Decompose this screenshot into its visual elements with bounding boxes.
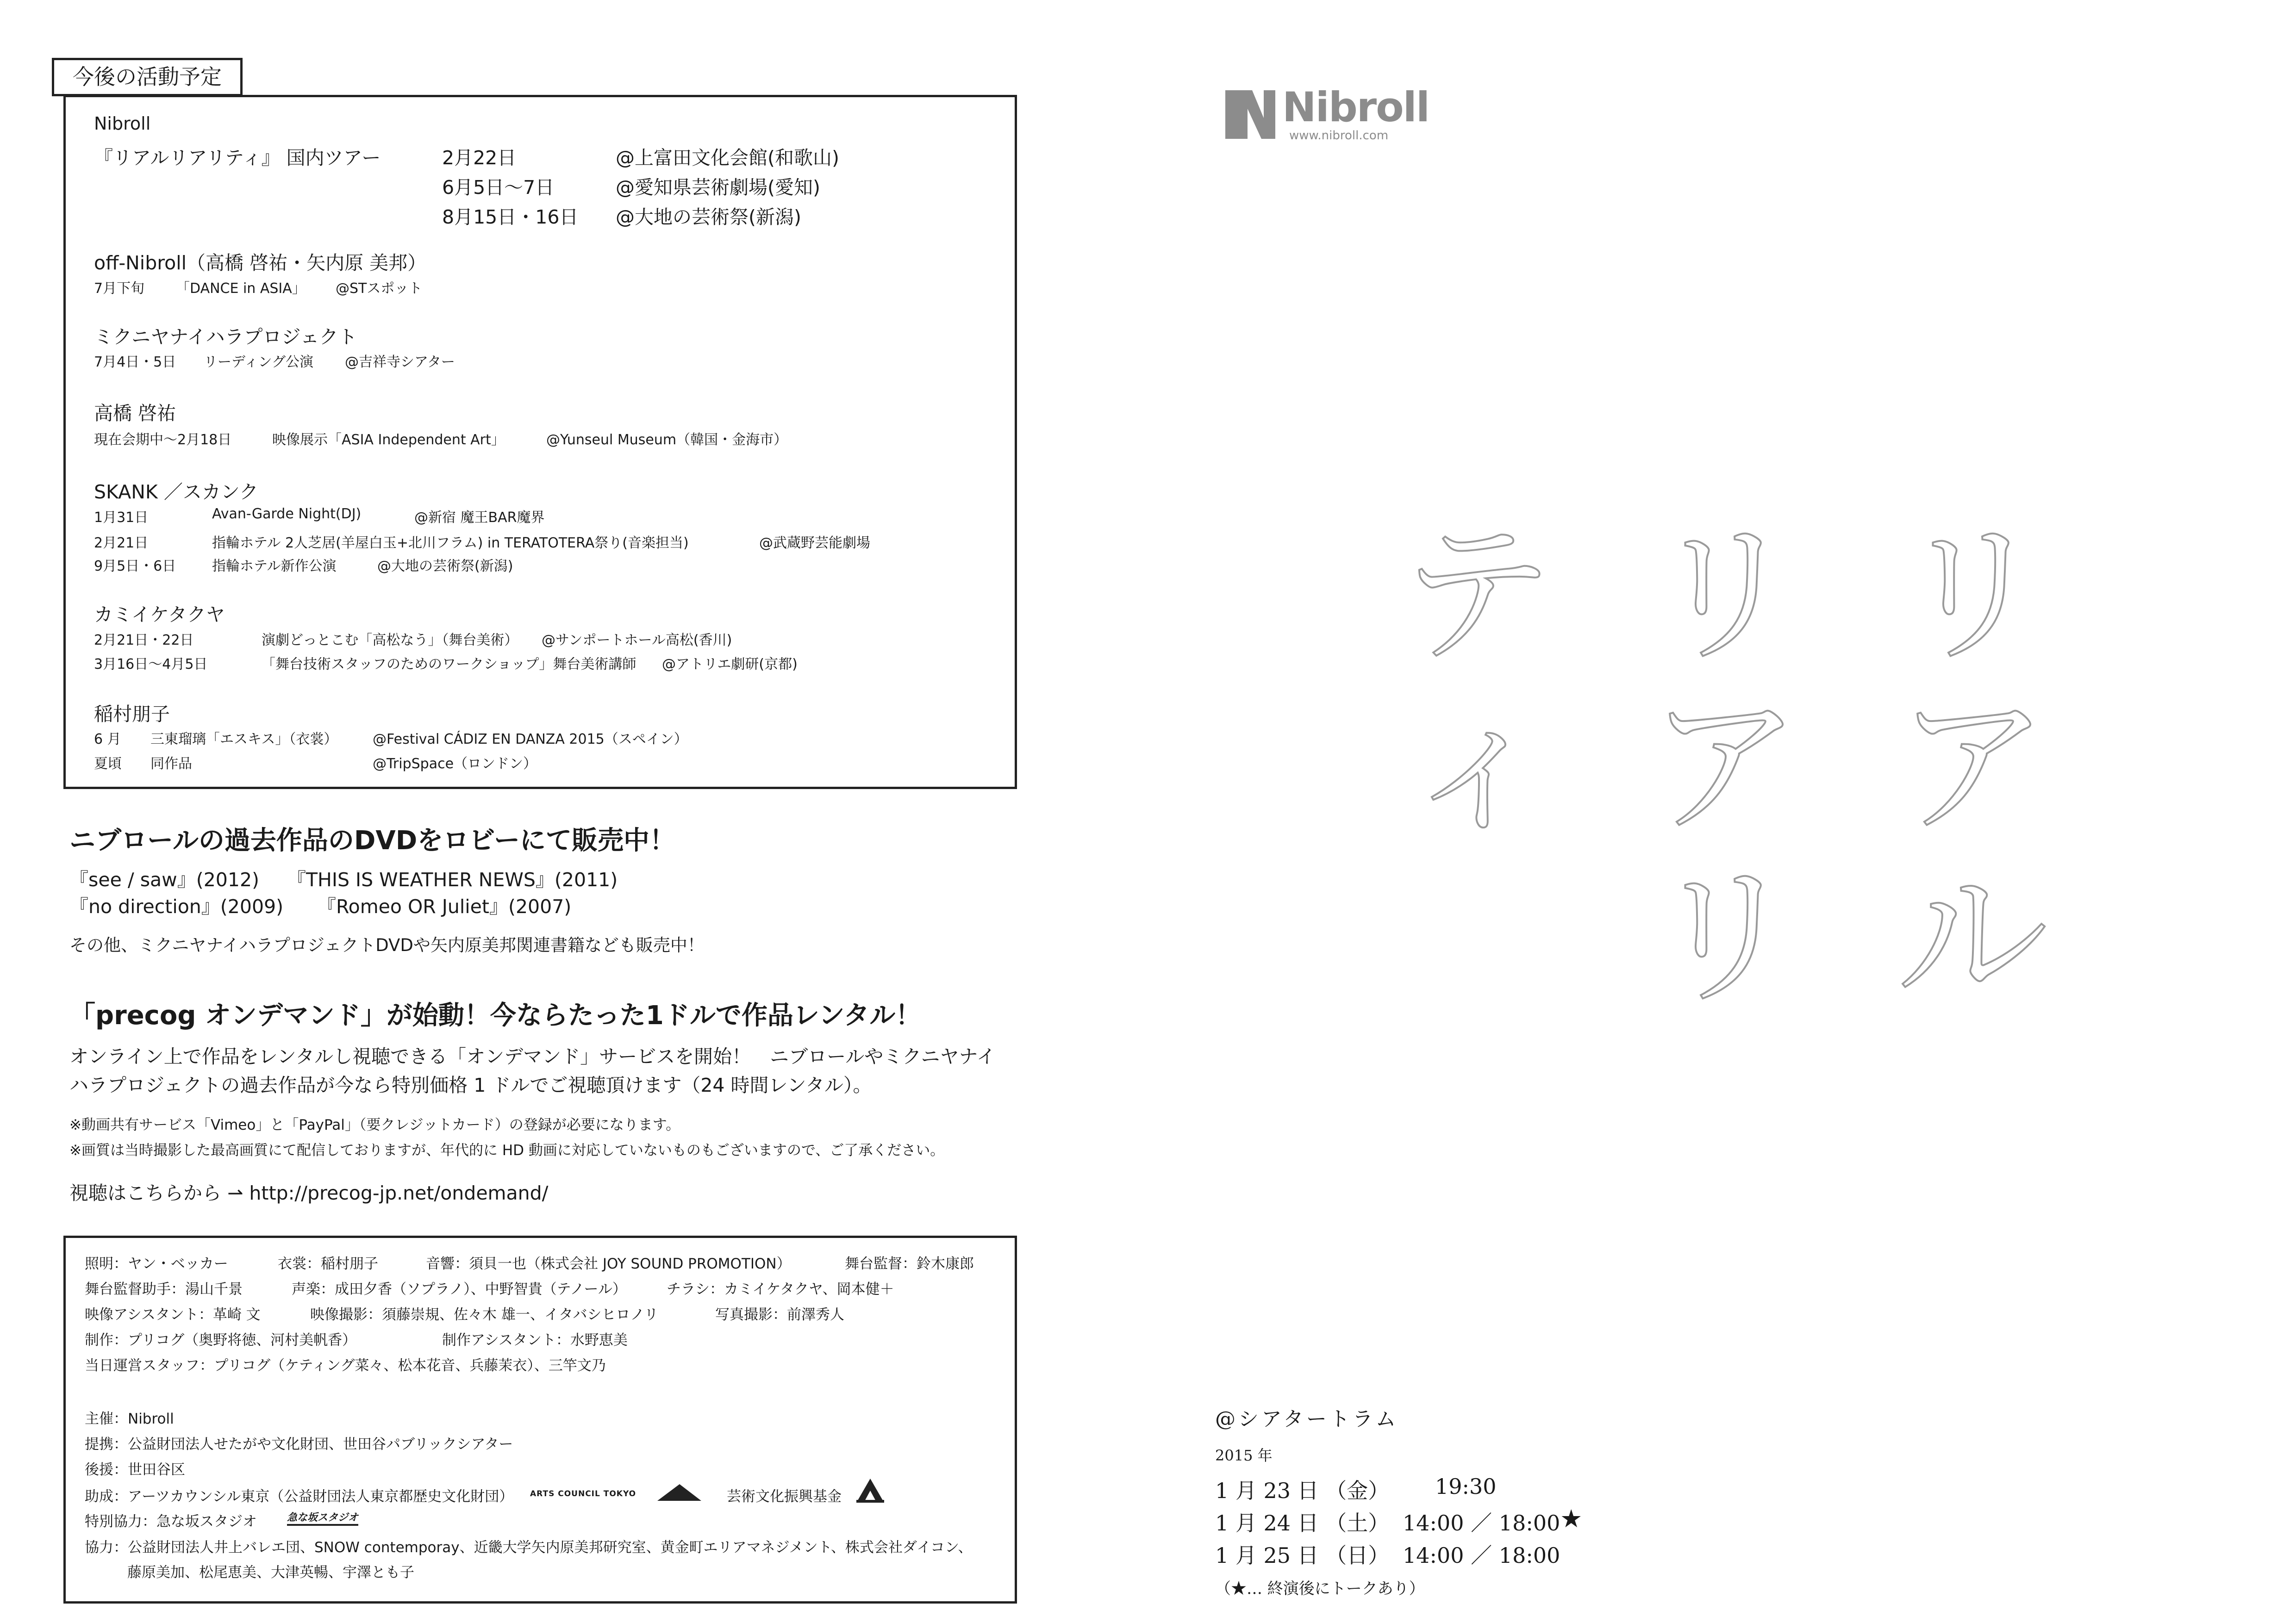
credit-video: 映像撮影：須藤崇規、佐々木 雄一、イタバシヒロノリ — [310, 1306, 659, 1323]
schedule-row-date: 7月4日・5日 — [94, 354, 176, 370]
schedule-row-venue: @大地の芸術祭(新潟) — [377, 558, 513, 574]
credit-vocal: 声楽：成田夕香（ソプラノ）、中野智貴（テノール） — [292, 1281, 627, 1298]
credit-staff: 当日運営スタッフ：プリコグ（ケティング菜々、松本花音、兵藤茉衣）、三竿文乃 — [85, 1357, 606, 1374]
title-char: リ — [1648, 506, 1801, 684]
title-char: リ — [1648, 848, 1801, 1026]
nibroll-logo-mark — [1224, 86, 1278, 140]
credit-lighting: 照明：ヤン・ベッカー — [85, 1256, 228, 1272]
ondemand-note: ※画質は当時撮影した最高画質にて配信しておりますが、年代的に HD 動画に対応していないものもございますので、ご了承ください。 — [69, 1142, 945, 1159]
credit-photo: 写真撮影：前澤秀人 — [715, 1306, 844, 1323]
talk-star-icon: ★ — [1560, 1504, 1583, 1533]
group-name-kamiike: カミイケタクヤ — [94, 603, 225, 626]
credit-support: 後援：世田谷区 — [85, 1461, 185, 1478]
credit-costume: 衣裳：稲村朋子 — [278, 1256, 378, 1272]
schedule-row-title: 『リアルリアリティ』 国内ツアー — [94, 147, 381, 169]
credit-video-assistant: 映像アシスタント：革崎 文 — [85, 1306, 261, 1323]
credit-assistant-stage: 舞台監督助手：湯山千景 — [85, 1281, 243, 1298]
title-char: ア — [1896, 677, 2048, 855]
credit-grant: 助成：アーツカウンシル東京（公益財団法人東京都歴史文化財団） — [85, 1488, 514, 1505]
ondemand-heading: 「precog オンデマンド」が始動！今ならたった1ドルで作品レンタル！ — [69, 1001, 922, 1031]
schedule-row-date: 2月21日 — [94, 535, 149, 551]
time-2: 14:00 ／ 18:00 — [1403, 1511, 1560, 1536]
group-name-mikuni: ミクニヤナイハラプロジェクト — [94, 326, 357, 348]
title-column-2 — [1641, 506, 1808, 1026]
dvd-title: 『THIS IS WEATHER NEWS』(2011) — [287, 869, 618, 891]
schedule-row-venue: @アトリエ劇研(京都) — [662, 656, 798, 672]
dvd-title: 『see / saw』(2012) — [69, 869, 260, 891]
schedule-row-venue: @サンポートホール高松(香川) — [542, 632, 732, 648]
schedule-row-title: 「舞台技術スタッフのためのワークショップ」舞台美術講師 — [262, 656, 636, 672]
group-name-off-nibroll: off-Nibroll（高橋 啓祐・矢内原 美邦） — [94, 252, 427, 274]
schedule-row-title: 映像展示「ASIA Independent Art」 — [272, 432, 505, 448]
schedule-row-date: 2月21日・22日 — [94, 632, 194, 648]
arts-fund-logo-icon — [856, 1479, 884, 1504]
ondemand-body: オンライン上で作品をレンタルし視聴できる「オンデマンド」サービスを開始！ ニブロールやミクニヤナイ — [69, 1045, 996, 1068]
schedule-row-title: 三東瑠璃「エスキス」（衣裳） — [150, 731, 338, 747]
dvd-title: 『no direction』(2009) — [69, 895, 284, 918]
group-name-skank: SKANK ／スカンク — [94, 481, 259, 503]
schedule-row-date: 8月15日・16日 — [442, 206, 579, 228]
title-char: ア — [1648, 677, 1801, 855]
schedule-row-venue: @Yunseul Museum（韓国・金海市） — [546, 432, 788, 448]
venue: @シアタートラム — [1215, 1407, 1399, 1431]
date-1: 1 月 23 日 （金） — [1215, 1478, 1390, 1503]
group-name-takahashi: 高橋 啓祐 — [94, 402, 176, 424]
schedule-row-date: 現在会期中〜2月18日 — [94, 432, 232, 448]
schedule-row-venue: @武蔵野芸能劇場 — [759, 535, 870, 551]
ondemand-note: ※動画共有サービス「Vimeo」と「PayPal」（要クレジットカード）の登録が必要になります。 — [69, 1117, 680, 1133]
credit-production-assistant: 制作アシスタント：水野恵美 — [442, 1332, 628, 1349]
title-char: テ — [1400, 506, 1553, 684]
schedule-row-venue: @愛知県芸術劇場(愛知) — [616, 176, 820, 199]
credit-partner: 提携：公益財団法人せたがや文化財団、世田谷パブリックシアター — [85, 1436, 513, 1453]
schedule-row-title: 演劇どっとこむ「高松なう」（舞台美術） — [262, 632, 518, 648]
schedule-row-title: 指輪ホテル 2人芝居(羊屋白玉+北川フラム) in TERATOTERA祭り(音楽担当) — [212, 535, 689, 551]
dvd-note: その他、ミクニヤナイハラプロジェクトDVDや矢内原美邦関連書籍なども販売中！ — [69, 935, 705, 955]
schedule-row-venue: @STスポット — [336, 280, 423, 297]
title-column-3 — [1393, 506, 1560, 855]
schedule-row-venue: @上富田文化会館(和歌山) — [616, 147, 839, 169]
schedule-row-date: 夏頃 — [94, 756, 122, 772]
schedule-row-venue: @大地の芸術祭(新潟) — [616, 206, 801, 228]
schedule-tab-label: 今後の活動予定 — [52, 58, 243, 96]
credit-production: 制作：プリコグ（奥野将徳、河村美帆香） — [85, 1332, 357, 1349]
schedule-row-title: リーディング公演 — [204, 354, 313, 370]
schedule-row-date: 6月5日〜7日 — [442, 176, 555, 199]
talk-footnote: （★… 終演後にトークあり） — [1215, 1579, 1425, 1598]
nibroll-logo-url: www.nibroll.com — [1289, 129, 1389, 143]
credit-grant-2: 芸術文化振興基金 — [727, 1488, 842, 1505]
schedule-row-date: 1月31日 — [94, 510, 149, 526]
schedule-row-date: 2月22日 — [442, 147, 517, 169]
schedule-row-title: Avan-Garde Night(DJ) — [212, 506, 362, 522]
arts-council-logo-text: ARTS COUNCIL TOKYO — [530, 1489, 636, 1499]
time-3: 14:00 ／ 18:00 — [1403, 1543, 1560, 1568]
nibroll-logo-text: Nibroll — [1282, 83, 1429, 131]
schedule-row-date: 6 月 — [94, 731, 121, 747]
ondemand-link[interactable]: 視聴はこちらから ⇀ http://precog-jp.net/ondemand/ — [69, 1182, 549, 1204]
dvd-title: 『Romeo OR Juliet』(2007) — [317, 895, 572, 918]
credit-flyer: チラシ：カミイケタクヤ、岡本健＋ — [667, 1281, 894, 1298]
schedule-row-venue: @Festival CÁDIZ EN DANZA 2015（スペイン） — [373, 731, 688, 747]
credit-special: 特別協力：急な坂スタジオ — [85, 1513, 257, 1530]
schedule-row-title: 「DANCE in ASIA」 — [176, 280, 306, 297]
schedule-row-title: 指輪ホテル新作公演 — [212, 558, 337, 574]
schedule-row-venue: @TripSpace（ロンドン） — [373, 756, 537, 772]
credit-sound: 音響：須貝一也（株式会社 JOY SOUND PROMOTION） — [426, 1256, 791, 1272]
title-char: ル — [1896, 848, 2048, 1026]
group-name-inamura: 稲村朋子 — [94, 703, 170, 725]
kyunasaka-studio-logo: 急な坂スタジオ — [287, 1510, 358, 1526]
credit-cooperation: 協力：公益財団法人井上バレエ団、SNOW contemporay、近畿大学矢内原美邦研究室、黄金町エリアマネジメント、株式会社ダイコン、 — [85, 1539, 973, 1556]
year: 2015 年 — [1215, 1447, 1273, 1464]
title-char: ィ — [1400, 677, 1553, 855]
time-1: 19:30 — [1435, 1474, 1497, 1499]
title-char: リ — [1896, 506, 2048, 684]
credit-cooperation-2: 藤原美加、松尾恵美、大津英暢、宇澤とも子 — [127, 1564, 414, 1581]
credit-stage-manager: 舞台監督：鈴木康郎 — [845, 1256, 974, 1272]
schedule-row-venue: @吉祥寺シアター — [345, 354, 455, 370]
credit-host: 主催：Nibroll — [85, 1411, 174, 1427]
arts-council-logo-icon — [657, 1483, 701, 1502]
group-name-nibroll: Nibroll — [94, 113, 151, 134]
schedule-row-date: 3月16日〜4月5日 — [94, 656, 208, 672]
title-column-1 — [1889, 506, 2055, 1026]
schedule-row-date: 9月5日・6日 — [94, 558, 176, 574]
schedule-row-date: 7月下旬 — [94, 280, 145, 297]
date-2: 1 月 24 日 （土） — [1215, 1511, 1390, 1536]
schedule-row-title: 同作品 — [150, 756, 192, 772]
schedule-row-venue: @新宿 魔王BAR魔界 — [414, 510, 545, 526]
ondemand-body: ハラプロジェクトの過去作品が今なら特別価格 1 ドルでご視聴頂けます（24 時間レンタル）。 — [69, 1074, 872, 1096]
dvd-heading: ニブロールの過去作品のDVDをロビーにて販売中！ — [69, 826, 675, 856]
date-3: 1 月 25 日 （日） — [1215, 1543, 1390, 1568]
